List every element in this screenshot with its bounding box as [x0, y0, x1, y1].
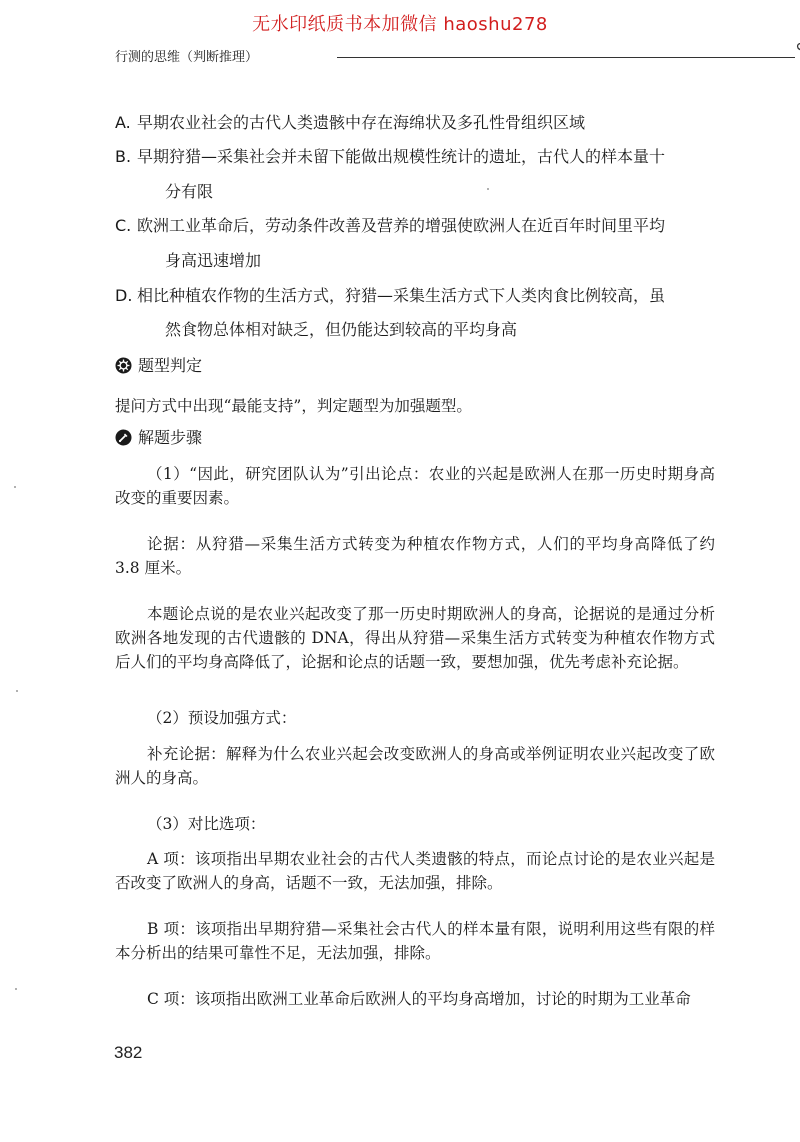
watermark: 无水印纸质书本加微信 haoshu278 — [252, 14, 548, 35]
body-paragraph: 补充论据：解释为什么农业兴起会改变欧洲人的身高或举例证明农业兴起改变了欧洲人的身高。 — [115, 745, 715, 787]
page-number: 382 — [114, 1043, 143, 1062]
option-text: 早期狩猎—采集社会并未留下能做出规模性统计的遗址，古代人的样本量十 — [137, 147, 666, 166]
gear-icon — [115, 357, 132, 374]
body-paragraph: （2）预设加强方式： — [147, 709, 297, 727]
option-c — [115, 214, 715, 237]
option-d — [115, 284, 715, 307]
option-label: C. — [115, 216, 132, 235]
scan-speck — [14, 486, 16, 488]
section-heading-text: 解题步骤 — [138, 428, 203, 447]
section-steps-heading — [115, 427, 715, 449]
header-rule — [337, 57, 795, 58]
body-paragraph: 本题论点说的是农业兴起改变了那一历史时期欧洲人的身高，论据说的是通过分析欧洲各地发现的古代遗骸的 DNA，得出从狩猎—采集生活方式转变为种植农作物方式后人们的平均身高降低了，论据和论点的话题一致，要想加强，优先考虑补充论据。 — [115, 605, 715, 671]
type-determination-text: 提问方式中出现“最能支持”，判定题型为加强题型。 — [115, 397, 472, 415]
body-paragraph: （1）“因此，研究团队认为”引出论点：农业的兴起是欧洲人在那一历史时期身高改变的重要因素。 — [115, 465, 715, 507]
scan-speck — [487, 188, 489, 190]
body-paragraph: A 项：该项指出早期农业社会的古代人类遗骸的特点，而论点讨论的是农业兴起是否改变了欧洲人的身高，话题不一致，无法加强，排除。 — [115, 850, 715, 892]
scan-speck — [15, 988, 17, 990]
pen-tip-icon — [115, 429, 132, 446]
option-a — [115, 111, 715, 134]
section-heading-text: 题型判定 — [138, 356, 203, 375]
option-text: 然食物总体相对缺乏，但仍能达到较高的平均身高 — [165, 320, 518, 339]
running-head — [115, 46, 715, 68]
option-c-continued — [115, 249, 715, 272]
option-text: 分有限 — [165, 182, 214, 201]
option-text: 相比种植农作物的生活方式，狩猎—采集生活方式下人类肉食比例较高，虽 — [137, 286, 666, 305]
body-paragraph: C 项：该项指出欧洲工业革命后欧洲人的平均身高增加，讨论的时期为工业革命 — [147, 990, 691, 1008]
book-title: 行测的思维（判断推理） — [115, 50, 259, 65]
option-label: B. — [115, 147, 132, 166]
scan-speck — [16, 690, 18, 692]
body-paragraph: 论据：从狩猎—采集生活方式转变为种植农作物方式，人们的平均身高降低了约 3.8 厘米。 — [115, 535, 715, 577]
option-text: 早期农业社会的古代人类遗骸中存在海绵状及多孔性骨组织区域 — [137, 113, 586, 132]
option-b — [115, 145, 715, 168]
body-paragraph: B 项：该项指出早期狩猎—采集社会古代人的样本量有限，说明利用这些有限的样本分析出的结果可靠性不足，无法加强，排除。 — [115, 920, 715, 962]
option-text: 欧洲工业革命后，劳动条件改善及营养的增强使欧洲人在近百年时间里平均 — [137, 216, 666, 235]
sprout-icon — [793, 38, 800, 60]
section-type-heading — [115, 355, 715, 377]
option-label: D. — [115, 286, 133, 305]
option-b-continued — [115, 180, 715, 203]
option-label: A. — [115, 113, 131, 132]
body-paragraph: （3）对比选项： — [147, 815, 266, 833]
option-d-continued — [115, 318, 715, 341]
option-text: 身高迅速增加 — [165, 251, 262, 270]
